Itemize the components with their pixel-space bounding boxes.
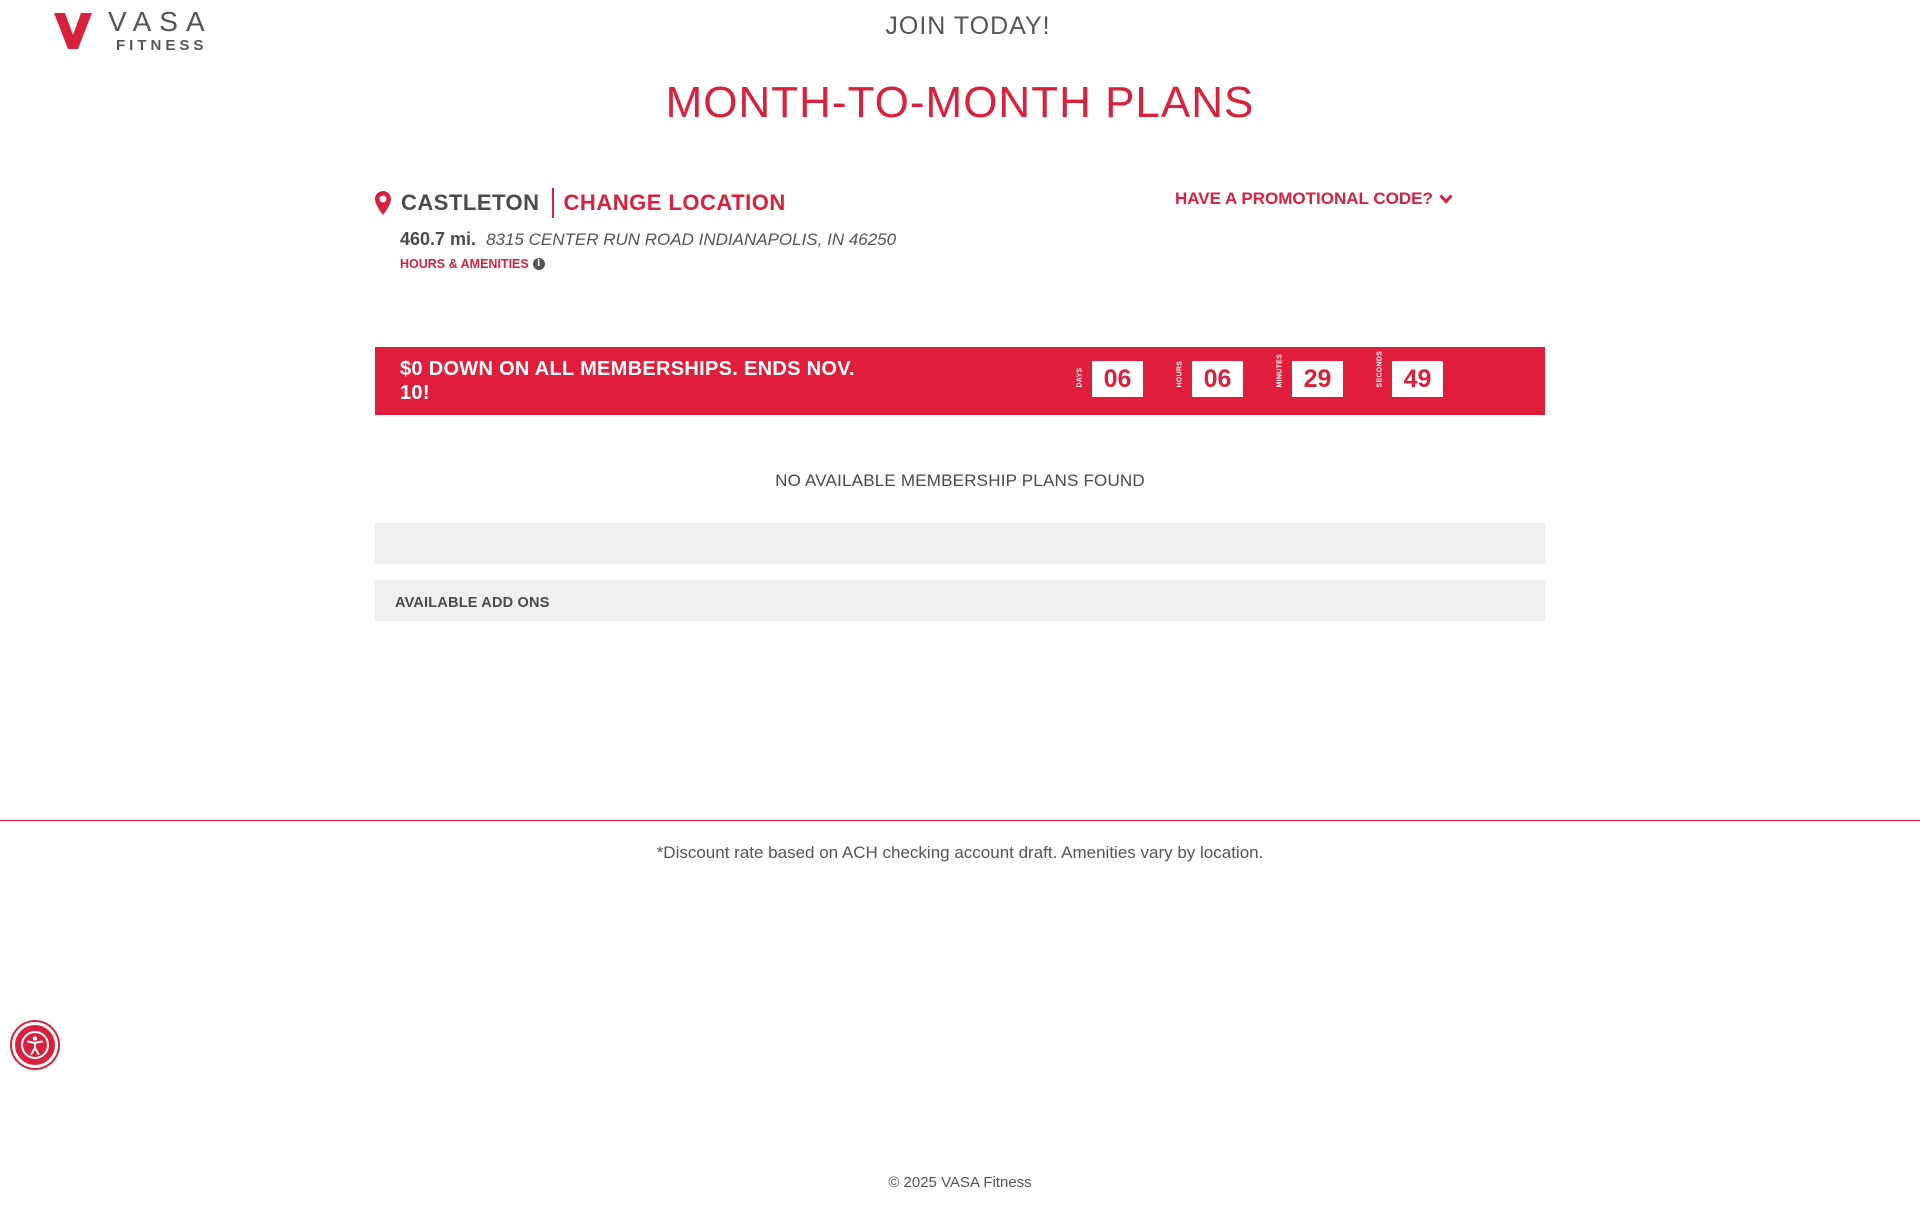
banner-text: $0 DOWN ON ALL MEMBERSHIPS. ENDS NOV. 10!	[400, 358, 855, 404]
add-ons-panel[interactable]	[375, 580, 1545, 621]
countdown-value: 29	[1292, 361, 1343, 397]
logo-brand: VASA	[108, 6, 213, 37]
promo-code-toggle[interactable]	[1175, 189, 1453, 209]
accessibility-button[interactable]	[12, 1022, 58, 1068]
logo-sub: FITNESS	[116, 37, 208, 54]
plans-panel	[375, 523, 1545, 564]
hours-amenities-link[interactable]	[400, 257, 545, 271]
location-distance: 460.7 mi.	[400, 229, 477, 249]
address-row	[400, 229, 896, 250]
footer-divider	[0, 820, 1920, 821]
countdown-hours	[1172, 361, 1272, 397]
countdown-minutes	[1272, 353, 1372, 397]
page-title: MONTH-TO-MONTH PLANS	[665, 78, 1255, 127]
countdown-timer	[1072, 350, 1472, 397]
countdown-label: SECONDS	[1376, 350, 1384, 387]
countdown-days	[1072, 361, 1172, 397]
countdown-seconds	[1372, 350, 1472, 397]
add-ons-label: AVAILABLE ADD ONS	[395, 595, 550, 611]
location-address: 8315 CENTER RUN ROAD INDIANAPOLIS, IN 46250	[486, 230, 897, 249]
location-separator	[552, 188, 554, 218]
countdown-value: 49	[1392, 361, 1443, 397]
countdown-label: DAYS	[1076, 366, 1084, 387]
join-heading: JOIN TODAY!	[885, 12, 1051, 40]
copyright-text: © 2025 VASA Fitness	[888, 1174, 1032, 1191]
location-row	[375, 188, 786, 218]
disclaimer-text: *Discount rate based on ACH checking account draft. Amenities vary by location.	[656, 843, 1264, 862]
no-plans-message: NO AVAILABLE MEMBERSHIP PLANS FOUND	[775, 471, 1145, 490]
countdown-value: 06	[1092, 361, 1143, 397]
info-icon: i	[533, 258, 545, 270]
countdown-label: MINUTES	[1276, 353, 1284, 387]
countdown-value: 06	[1192, 361, 1243, 397]
hours-amenities-label: HOURS & AMENITIES	[400, 257, 529, 271]
change-location-link[interactable]: CHANGE LOCATION	[563, 190, 786, 215]
promo-code-label: HAVE A PROMOTIONAL CODE?	[1175, 189, 1433, 208]
location-pin-icon	[375, 191, 391, 215]
accessibility-icon	[20, 1030, 50, 1060]
chevron-down-icon	[1439, 194, 1453, 204]
countdown-label: HOURS	[1176, 360, 1184, 387]
promo-banner	[375, 347, 1545, 415]
location-name: CASTLETON	[401, 190, 540, 215]
